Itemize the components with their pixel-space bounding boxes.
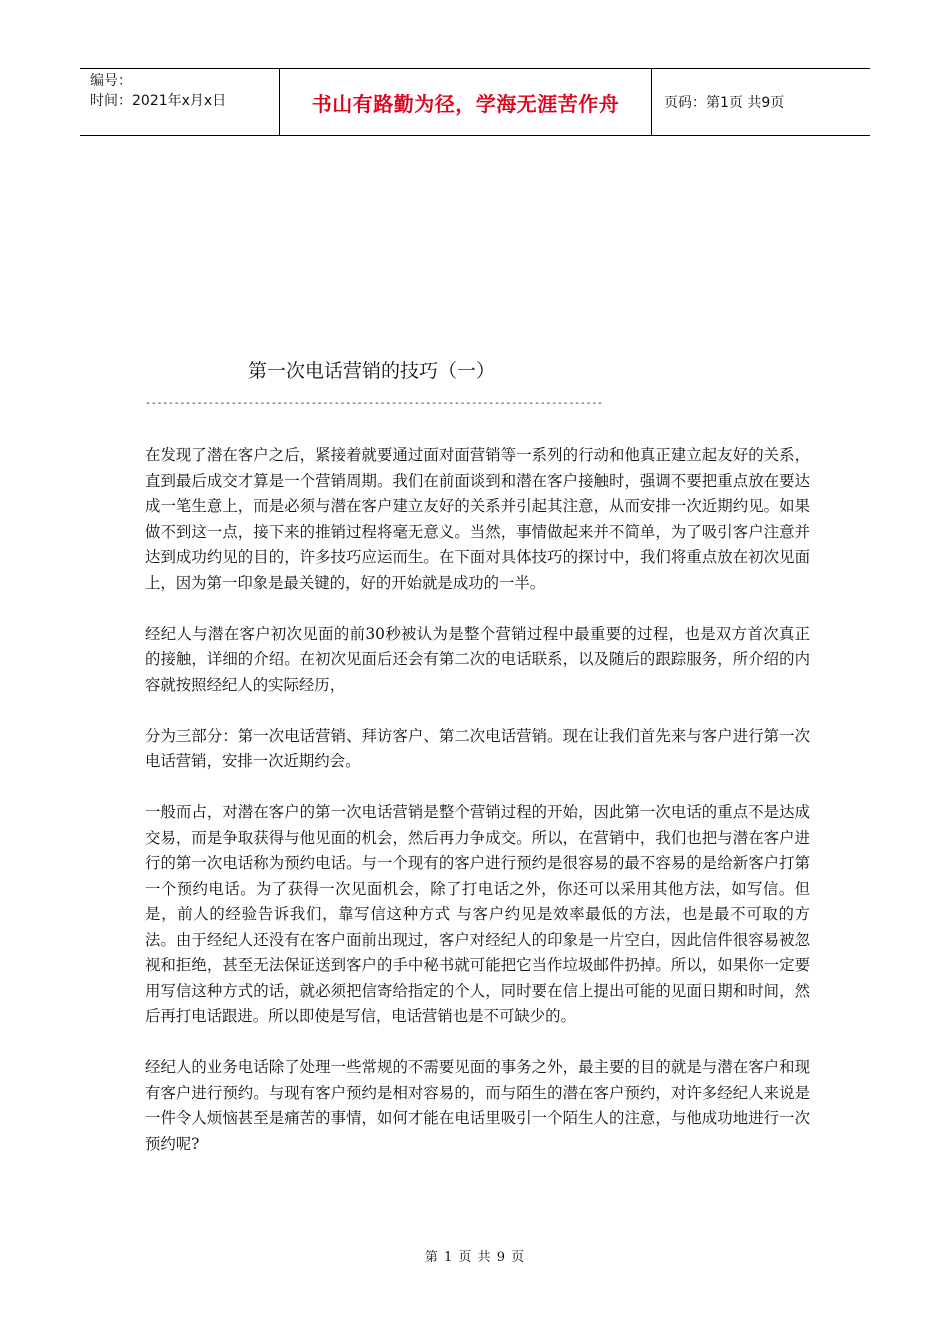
header-meta [80, 69, 280, 135]
serial-number-label: 编号： [90, 73, 132, 89]
body-paragraph: 经纪人与潜在客户初次见面的前30秒被认为是整个营销过程中最重要的过程，也是双方首次真正的接触，详细的介绍。在初次见面后还会有第二次的电话联系，以及随后的跟踪服务，所介绍的内容就按照经纪人的实际经历， [145, 624, 810, 694]
title-divider: -------------------------------------------------------------------------------- [145, 398, 603, 409]
body-paragraph: 在发现了潜在客户之后，紧接着就要通过面对面营销等一系列的行动和他真正建立起友好的关系，直到最后成交才算是一个营销周期。我们在前面谈到和潜在客户接触时，强调不要把重点放在要达成一笔生意上，而是必须与潜在客户建立友好的关系并引起其注意，从而安排一次近期约见。如果做不到这一点，接下来的推销过程将毫无意义。当然，事情做起来并不简单，为了吸引客户注意并达到成功约见的目的，许多技巧应运而生。在下面对具体技巧的探讨中，我们将重点放在初次见面上，因为第一印象是最关键的，好的开始就是成功的一半。 [145, 446, 810, 592]
document-title: 第一次电话营销的技巧（一） [248, 360, 496, 382]
body-paragraph: 一般而占，对潜在客户的第一次电话营销是整个营销过程的开始，因此第一次电话的重点不是达成交易，而是争取获得与他见面的机会，然后再力争成交。所以，在营销中，我们也把与潜在客户进行的第一次电话称为预约电话。与一个现有的客户进行预约是很容易的最不容易的是给新客户打第一个预约电话。为了获得一次见面机会，除了打电话之外，你还可以采用其他方法，如写信。但是，前人的经验告诉我们，靠写信这种方式 与客户约见是效率最低的方法，也是最不可取的方法。由于经纪人还没有在客户面前出现过，客户对经纪人的印象是一片空白，因此信件很容易被忽视和拒绝，甚至无法保证送到客户的手中秘书就可能把它当作垃圾邮件扔掉。所以，如果你一定要用写信这种方式的话，就必须把信寄给指定的个人，同时要在信上提出可能的见面日期和时间，然后再打电话跟进。所以即使是写信，电话营销也是不可缺少的。 [145, 803, 810, 1025]
date-label: 时间：2021年x月x日 [90, 93, 227, 109]
document-header [80, 68, 870, 136]
body-paragraph: 经纪人的业务电话除了处理一些常规的不需要见面的事务之外，最主要的目的就是与潜在客户和现有客户进行预约。与现有客户预约是相对容易的，而与陌生的潜在客户预约，对许多经纪人来说是一件令人烦恼甚至是痛苦的事情，如何才能在电话里吸引一个陌生人的注意，与他成功地进行一次预约呢? [145, 1058, 810, 1153]
page-footer: 第 1 页 共 9 页 [424, 1250, 526, 1265]
document-body [145, 443, 810, 1183]
header-motto: 书山有路勤为径，学海无涯苦作舟 [280, 69, 652, 135]
body-paragraph: 分为三部分：第一次电话营销、拜访客户、第二次电话营销。现在让我们首先来与客户进行第一次电话营销，安排一次近期约会。 [145, 726, 810, 770]
header-page-info: 页码：第1页 共9页 [664, 95, 785, 111]
